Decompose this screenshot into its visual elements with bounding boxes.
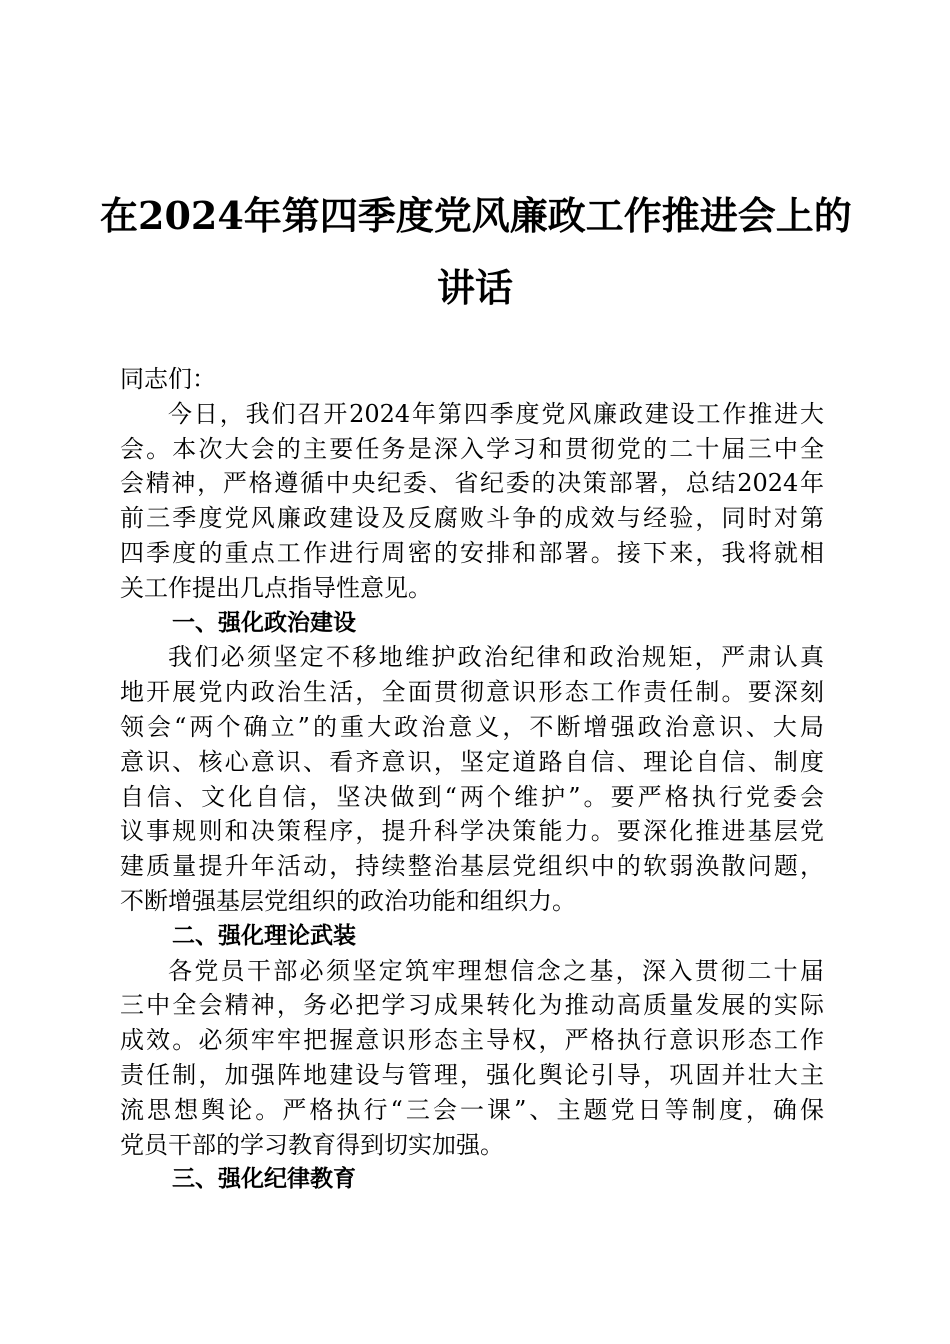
section-heading-2: 二、强化理论武装 [172, 922, 356, 949]
section-heading-3: 三、强化纪律教育 [172, 1166, 356, 1193]
paragraph-line: 今日，我们召开2024年第四季度党风廉政建设工作推进大 [168, 399, 824, 428]
paragraph-line: 责任制，加强阵地建设与管理，强化舆论引导，巩固并壮大主 [120, 1060, 824, 1089]
paragraph-line: 地开展党内政治生活，全面贯彻意识形态工作责任制。要深刻 [120, 678, 824, 707]
paragraph-line: 建质量提升年活动，持续整治基层党组织中的软弱涣散问题， [120, 852, 824, 881]
paragraph-line: 自信、文化自信，坚决做到“两个维护”。要严格执行党委会 [120, 782, 824, 811]
paragraph-line: 流思想舆论。严格执行“三会一课”、主题党日等制度，确保 [120, 1095, 824, 1124]
document-title-line1: 在2024年第四季度党风廉政工作推进会上的 [100, 193, 852, 238]
paragraph-line: 各党员干部必须坚定筑牢理想信念之基，深入贯彻二十届 [168, 956, 824, 985]
paragraph-line: 前三季度党风廉政建设及反腐败斗争的成效与经验，同时对第 [120, 504, 824, 533]
paragraph-line: 四季度的重点工作进行周密的安排和部署。接下来，我将就相 [120, 538, 824, 567]
paragraph-line: 领会“两个确立”的重大政治意义，不断增强政治意识、大局 [120, 712, 824, 741]
paragraph-line: 我们必须坚定不移地维护政治纪律和政治规矩，严肃认真 [168, 643, 824, 672]
section-heading-1: 一、强化政治建设 [172, 609, 356, 636]
paragraph-line: 成效。必须牢牢把握意识形态主导权，严格执行意识形态工作 [120, 1026, 824, 1055]
paragraph-line: 三中全会精神，务必把学习成果转化为推动高质量发展的实际 [120, 991, 824, 1020]
document-title-line2: 讲话 [436, 265, 513, 310]
paragraph-line: 党员干部的学习教育得到切实加强。 [120, 1130, 504, 1159]
paragraph-line: 会精神，严格遵循中央纪委、省纪委的决策部署，总结2024年 [120, 469, 824, 498]
paragraph-line: 意识、核心意识、看齐意识，坚定道路自信、理论自信、制度 [120, 747, 824, 776]
paragraph-line: 议事规则和决策程序，提升科学决策能力。要深化推进基层党 [120, 817, 824, 846]
document-body [120, 362, 824, 1197]
salutation: 同志们： [120, 365, 216, 393]
paragraph-line: 会。本次大会的主要任务是深入学习和贯彻党的二十届三中全 [120, 434, 824, 463]
paragraph-line: 不断增强基层党组织的政治功能和组织力。 [120, 886, 576, 915]
paragraph-line: 关工作提出几点指导性意见。 [120, 573, 432, 602]
